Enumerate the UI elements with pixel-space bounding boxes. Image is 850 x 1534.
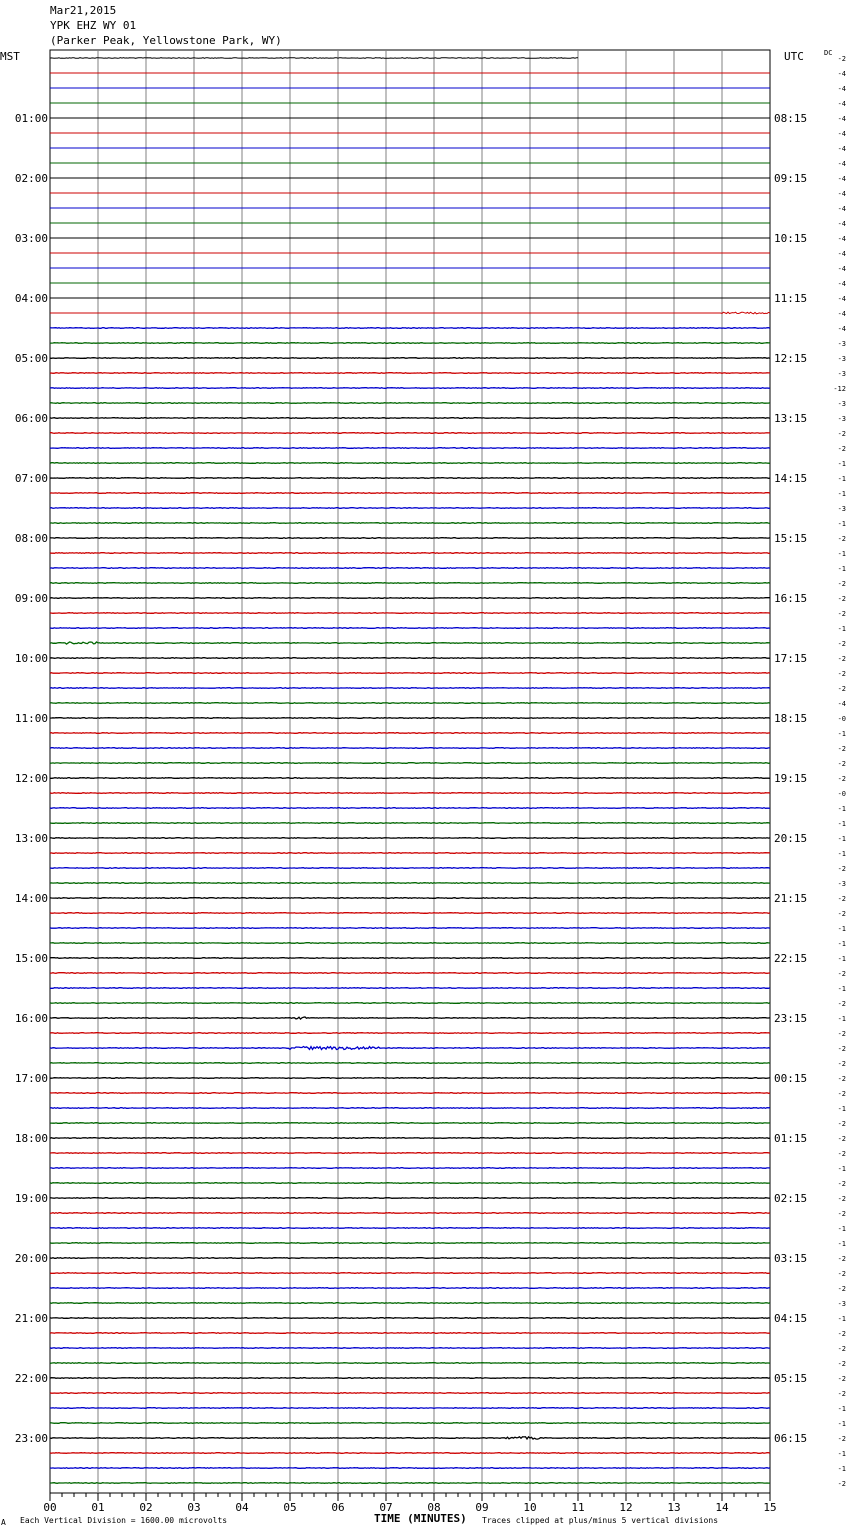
dc-offset-label: -4 bbox=[837, 100, 846, 108]
dc-offset-label: -2 bbox=[837, 1150, 846, 1158]
dc-offset-label: -1 bbox=[837, 835, 846, 843]
trace-row bbox=[50, 1258, 770, 1259]
station-location: (Parker Peak, Yellowstone Park, WY) bbox=[50, 34, 282, 47]
right-timezone-label: UTC bbox=[784, 50, 804, 63]
dc-offset-label: -1 bbox=[837, 1015, 846, 1023]
trace-row bbox=[50, 508, 770, 509]
dc-offset-label: -1 bbox=[837, 1105, 846, 1113]
dc-offset-label: -1 bbox=[837, 1240, 846, 1248]
trace-row bbox=[50, 328, 770, 329]
trace-row bbox=[50, 1123, 770, 1124]
trace-row bbox=[50, 1303, 770, 1304]
dc-offset-label: -3 bbox=[837, 370, 846, 378]
station-id: YPK EHZ WY 01 bbox=[50, 19, 137, 32]
dc-offset-label: -2 bbox=[837, 1480, 846, 1488]
dc-offset-label: -2 bbox=[837, 1075, 846, 1083]
utc-hour-label: 15:15 bbox=[774, 532, 808, 545]
dc-offset-label: -0 bbox=[837, 715, 846, 723]
dc-offset-label: -3 bbox=[837, 340, 846, 348]
trace-row bbox=[50, 583, 770, 584]
trace-row bbox=[50, 1453, 770, 1454]
utc-hour-label: 13:15 bbox=[774, 412, 808, 425]
dc-offset-label: -0 bbox=[837, 790, 846, 798]
trace-row bbox=[50, 838, 770, 839]
mst-hour-label: 18:00 bbox=[14, 1132, 48, 1145]
trace-row bbox=[50, 1348, 770, 1349]
dc-offset-label: -2 bbox=[837, 1180, 846, 1188]
mst-hour-label: 15:00 bbox=[14, 952, 48, 965]
trace-row bbox=[50, 1363, 770, 1364]
dc-offset-label: -4 bbox=[837, 130, 846, 138]
trace-row bbox=[50, 1288, 770, 1289]
trace-row bbox=[50, 733, 770, 734]
dc-offset-label: -2 bbox=[837, 670, 846, 678]
dc-offset-label: -2 bbox=[837, 55, 846, 63]
dc-offset-label: -4 bbox=[837, 235, 846, 243]
dc-offset-label: -2 bbox=[837, 1135, 846, 1143]
trace-row bbox=[50, 958, 770, 959]
x-tick-label: 00 bbox=[43, 1501, 57, 1514]
trace-row bbox=[50, 1003, 770, 1004]
mst-hour-label: 21:00 bbox=[14, 1312, 48, 1325]
trace-row bbox=[50, 373, 770, 374]
dc-offset-label: -2 bbox=[837, 1030, 846, 1038]
x-tick-label: 14 bbox=[715, 1501, 729, 1514]
dc-offset-label: -4 bbox=[837, 160, 846, 168]
trace-row bbox=[50, 568, 770, 569]
dc-offset-label: -3 bbox=[837, 355, 846, 363]
trace-row bbox=[50, 763, 770, 764]
trace-row bbox=[50, 823, 770, 824]
x-tick-label: 02 bbox=[139, 1501, 153, 1514]
dc-offset-label: -2 bbox=[837, 760, 846, 768]
mst-hour-label: 06:00 bbox=[14, 412, 48, 425]
dc-offset-label: -4 bbox=[837, 280, 846, 288]
dc-offset-label: -2 bbox=[837, 1330, 846, 1338]
dc-offset-header: DC bbox=[824, 49, 833, 57]
trace-row bbox=[50, 1168, 770, 1169]
trace-row bbox=[50, 538, 770, 539]
trace-row bbox=[50, 868, 770, 869]
trace-row bbox=[50, 853, 770, 854]
utc-hour-label: 11:15 bbox=[774, 292, 808, 305]
trace-row bbox=[50, 312, 770, 314]
trace-row bbox=[50, 1423, 770, 1424]
trace-row bbox=[50, 493, 770, 494]
mst-hour-label: 19:00 bbox=[14, 1192, 48, 1205]
trace-row bbox=[50, 1078, 770, 1079]
mst-hour-label: 10:00 bbox=[14, 652, 48, 665]
dc-offset-label: -4 bbox=[837, 250, 846, 258]
trace-row bbox=[50, 1138, 770, 1139]
utc-hour-label: 03:15 bbox=[774, 1252, 808, 1265]
x-tick-label: 03 bbox=[187, 1501, 201, 1514]
trace-row bbox=[50, 553, 770, 554]
dc-offset-label: -4 bbox=[837, 205, 846, 213]
dc-offset-label: -4 bbox=[837, 115, 846, 123]
mst-hour-label: 09:00 bbox=[14, 592, 48, 605]
dc-offset-label: -2 bbox=[837, 1345, 846, 1353]
dc-offset-label: -1 bbox=[837, 460, 846, 468]
dc-offset-label: -1 bbox=[837, 1405, 846, 1413]
plot-date: Mar21,2015 bbox=[50, 4, 117, 17]
dc-offset-label: -2 bbox=[837, 445, 846, 453]
dc-offset-label: -3 bbox=[837, 400, 846, 408]
trace-row bbox=[50, 673, 770, 674]
x-tick-label: 12 bbox=[619, 1501, 633, 1514]
corner-mark: A bbox=[1, 1518, 6, 1527]
dc-offset-label: -1 bbox=[837, 1315, 846, 1323]
utc-hour-label: 18:15 bbox=[774, 712, 808, 725]
dc-offset-label: -2 bbox=[837, 895, 846, 903]
dc-offset-label: -2 bbox=[837, 775, 846, 783]
trace-row bbox=[50, 1333, 770, 1334]
dc-offset-label: -3 bbox=[837, 880, 846, 888]
dc-offset-label: -1 bbox=[837, 1420, 846, 1428]
clip-note: Traces clipped at plus/minus 5 vertical divisions bbox=[482, 1516, 719, 1525]
dc-offset-label: -4 bbox=[837, 85, 846, 93]
utc-hour-label: 08:15 bbox=[774, 112, 808, 125]
dc-offset-label: -1 bbox=[837, 1165, 846, 1173]
trace-row bbox=[50, 58, 578, 59]
x-tick-label: 04 bbox=[235, 1501, 249, 1514]
dc-offset-label: -2 bbox=[837, 430, 846, 438]
x-tick-label: 06 bbox=[331, 1501, 345, 1514]
dc-offset-label: -1 bbox=[837, 1465, 846, 1473]
left-timezone-label: MST bbox=[0, 50, 20, 63]
dc-offset-label: -2 bbox=[837, 1060, 846, 1068]
dc-offset-label: -4 bbox=[837, 295, 846, 303]
dc-offset-label: -1 bbox=[837, 1450, 846, 1458]
utc-hour-label: 19:15 bbox=[774, 772, 808, 785]
utc-hour-label: 09:15 bbox=[774, 172, 808, 185]
utc-hour-label: 21:15 bbox=[774, 892, 808, 905]
trace-row bbox=[50, 1047, 770, 1050]
utc-hour-label: 17:15 bbox=[774, 652, 808, 665]
dc-offset-label: -2 bbox=[837, 580, 846, 588]
dc-offset-label: -1 bbox=[837, 520, 846, 528]
mst-hour-label: 17:00 bbox=[14, 1072, 48, 1085]
trace-row bbox=[50, 1243, 770, 1244]
dc-offset-label: -2 bbox=[837, 1435, 846, 1443]
x-tick-label: 07 bbox=[379, 1501, 393, 1514]
dc-offset-label: -1 bbox=[837, 805, 846, 813]
trace-row bbox=[50, 433, 770, 434]
dc-offset-label: -1 bbox=[837, 940, 846, 948]
dc-offset-label: -2 bbox=[837, 1000, 846, 1008]
trace-row bbox=[50, 1153, 770, 1154]
trace-row bbox=[50, 1183, 770, 1184]
mst-hour-label: 05:00 bbox=[14, 352, 48, 365]
trace-row bbox=[50, 988, 770, 989]
dc-offset-label: -4 bbox=[837, 145, 846, 153]
trace-row bbox=[50, 1108, 770, 1109]
dc-offset-label: -2 bbox=[837, 595, 846, 603]
x-tick-label: 11 bbox=[571, 1501, 585, 1514]
utc-hour-label: 04:15 bbox=[774, 1312, 808, 1325]
mst-hour-label: 16:00 bbox=[14, 1012, 48, 1025]
dc-offset-label: -4 bbox=[837, 220, 846, 228]
x-tick-label: 08 bbox=[427, 1501, 441, 1514]
trace-row bbox=[50, 703, 770, 704]
dc-offset-label: -2 bbox=[837, 685, 846, 693]
dc-offset-label: -1 bbox=[837, 985, 846, 993]
dc-offset-label: -12 bbox=[833, 385, 846, 393]
utc-hour-label: 23:15 bbox=[774, 1012, 808, 1025]
dc-offset-label: -2 bbox=[837, 1045, 846, 1053]
dc-offset-label: -2 bbox=[837, 1375, 846, 1383]
mst-hour-label: 11:00 bbox=[14, 712, 48, 725]
utc-hour-label: 06:15 bbox=[774, 1432, 808, 1445]
dc-offset-label: -2 bbox=[837, 1390, 846, 1398]
trace-row bbox=[50, 1483, 770, 1484]
trace-row bbox=[50, 808, 770, 809]
trace-row bbox=[50, 898, 770, 899]
mst-hour-label: 08:00 bbox=[14, 532, 48, 545]
dc-offset-label: -2 bbox=[837, 1210, 846, 1218]
dc-offset-label: -4 bbox=[837, 700, 846, 708]
x-tick-label: 09 bbox=[475, 1501, 489, 1514]
dc-offset-label: -1 bbox=[837, 955, 846, 963]
dc-offset-label: -1 bbox=[837, 475, 846, 483]
vertical-division-note: Each Vertical Division = 1600.00 microvolts bbox=[20, 1516, 228, 1525]
mst-hour-label: 07:00 bbox=[14, 472, 48, 485]
mst-hour-label: 12:00 bbox=[14, 772, 48, 785]
utc-hour-label: 12:15 bbox=[774, 352, 808, 365]
trace-row bbox=[50, 388, 770, 389]
trace-row bbox=[50, 1033, 770, 1034]
dc-offset-label: -1 bbox=[837, 850, 846, 858]
dc-offset-label: -1 bbox=[837, 1225, 846, 1233]
x-tick-label: 13 bbox=[667, 1501, 681, 1514]
trace-row bbox=[50, 403, 770, 404]
dc-offset-label: -2 bbox=[837, 1195, 846, 1203]
dc-offset-label: -4 bbox=[837, 70, 846, 78]
trace-row bbox=[50, 973, 770, 974]
trace-row bbox=[50, 628, 770, 629]
mst-hour-label: 04:00 bbox=[14, 292, 48, 305]
dc-offset-label: -3 bbox=[837, 505, 846, 513]
dc-offset-label: -2 bbox=[837, 1255, 846, 1263]
trace-row bbox=[50, 598, 770, 599]
dc-offset-label: -2 bbox=[837, 1270, 846, 1278]
dc-offset-label: -1 bbox=[837, 565, 846, 573]
trace-row bbox=[50, 658, 770, 659]
dc-offset-label: -4 bbox=[837, 310, 846, 318]
trace-row bbox=[50, 418, 770, 419]
x-tick-label: 01 bbox=[91, 1501, 105, 1514]
dc-offset-label: -1 bbox=[837, 925, 846, 933]
dc-offset-label: -2 bbox=[837, 910, 846, 918]
utc-hour-label: 00:15 bbox=[774, 1072, 808, 1085]
trace-row bbox=[50, 928, 770, 929]
utc-hour-label: 22:15 bbox=[774, 952, 808, 965]
trace-row bbox=[50, 642, 770, 644]
trace-row bbox=[50, 913, 770, 914]
x-tick-label: 10 bbox=[523, 1501, 537, 1514]
dc-offset-label: -1 bbox=[837, 820, 846, 828]
trace-row bbox=[50, 1318, 770, 1319]
trace-row bbox=[50, 1408, 770, 1409]
trace-row bbox=[50, 358, 770, 359]
dc-offset-label: -4 bbox=[837, 325, 846, 333]
utc-hour-label: 16:15 bbox=[774, 592, 808, 605]
dc-offset-label: -4 bbox=[837, 190, 846, 198]
dc-offset-label: -3 bbox=[837, 415, 846, 423]
trace-row bbox=[50, 1093, 770, 1094]
trace-row bbox=[50, 523, 770, 524]
dc-offset-label: -4 bbox=[837, 265, 846, 273]
x-axis-label: TIME (MINUTES) bbox=[374, 1512, 467, 1525]
dc-offset-label: -2 bbox=[837, 970, 846, 978]
trace-row bbox=[50, 613, 770, 614]
dc-offset-label: -2 bbox=[837, 640, 846, 648]
utc-hour-label: 01:15 bbox=[774, 1132, 808, 1145]
trace-row bbox=[50, 1273, 770, 1274]
dc-offset-label: -2 bbox=[837, 1090, 846, 1098]
trace-row bbox=[50, 793, 770, 794]
dc-offset-label: -3 bbox=[837, 1300, 846, 1308]
dc-offset-label: -2 bbox=[837, 655, 846, 663]
trace-row bbox=[50, 748, 770, 749]
utc-hour-label: 10:15 bbox=[774, 232, 808, 245]
dc-offset-label: -2 bbox=[837, 535, 846, 543]
mst-hour-label: 22:00 bbox=[14, 1372, 48, 1385]
mst-hour-label: 14:00 bbox=[14, 892, 48, 905]
dc-offset-label: -2 bbox=[837, 865, 846, 873]
trace-row bbox=[50, 448, 770, 449]
trace-row bbox=[50, 1393, 770, 1394]
utc-hour-label: 14:15 bbox=[774, 472, 808, 485]
utc-hour-label: 20:15 bbox=[774, 832, 808, 845]
x-tick-label: 05 bbox=[283, 1501, 297, 1514]
dc-offset-label: -1 bbox=[837, 490, 846, 498]
dc-offset-label: -2 bbox=[837, 1120, 846, 1128]
dc-offset-label: -4 bbox=[837, 175, 846, 183]
trace-row bbox=[50, 688, 770, 689]
x-tick-label: 15 bbox=[763, 1501, 777, 1514]
utc-hour-label: 02:15 bbox=[774, 1192, 808, 1205]
trace-row bbox=[50, 1017, 770, 1019]
dc-offset-label: -2 bbox=[837, 1285, 846, 1293]
trace-row bbox=[50, 1228, 770, 1229]
dc-offset-label: -1 bbox=[837, 625, 846, 633]
trace-row bbox=[50, 1063, 770, 1064]
trace-row bbox=[50, 778, 770, 779]
dc-offset-label: -2 bbox=[837, 745, 846, 753]
trace-row bbox=[50, 1437, 770, 1439]
plot-frame bbox=[50, 50, 770, 1493]
mst-hour-label: 23:00 bbox=[14, 1432, 48, 1445]
utc-hour-label: 05:15 bbox=[774, 1372, 808, 1385]
trace-row bbox=[50, 1213, 770, 1214]
mst-hour-label: 13:00 bbox=[14, 832, 48, 845]
mst-hour-label: 01:00 bbox=[14, 112, 48, 125]
dc-offset-label: -2 bbox=[837, 610, 846, 618]
dc-offset-label: -1 bbox=[837, 550, 846, 558]
trace-row bbox=[50, 478, 770, 479]
mst-hour-label: 03:00 bbox=[14, 232, 48, 245]
trace-row bbox=[50, 718, 770, 719]
trace-row bbox=[50, 883, 770, 884]
dc-offset-label: -1 bbox=[837, 730, 846, 738]
trace-row bbox=[50, 1198, 770, 1199]
dc-offset-label: -2 bbox=[837, 1360, 846, 1368]
mst-hour-label: 02:00 bbox=[14, 172, 48, 185]
trace-row bbox=[50, 463, 770, 464]
trace-row bbox=[50, 1378, 770, 1379]
trace-row bbox=[50, 1468, 770, 1469]
trace-row bbox=[50, 943, 770, 944]
mst-hour-label: 20:00 bbox=[14, 1252, 48, 1265]
trace-row bbox=[50, 343, 770, 344]
